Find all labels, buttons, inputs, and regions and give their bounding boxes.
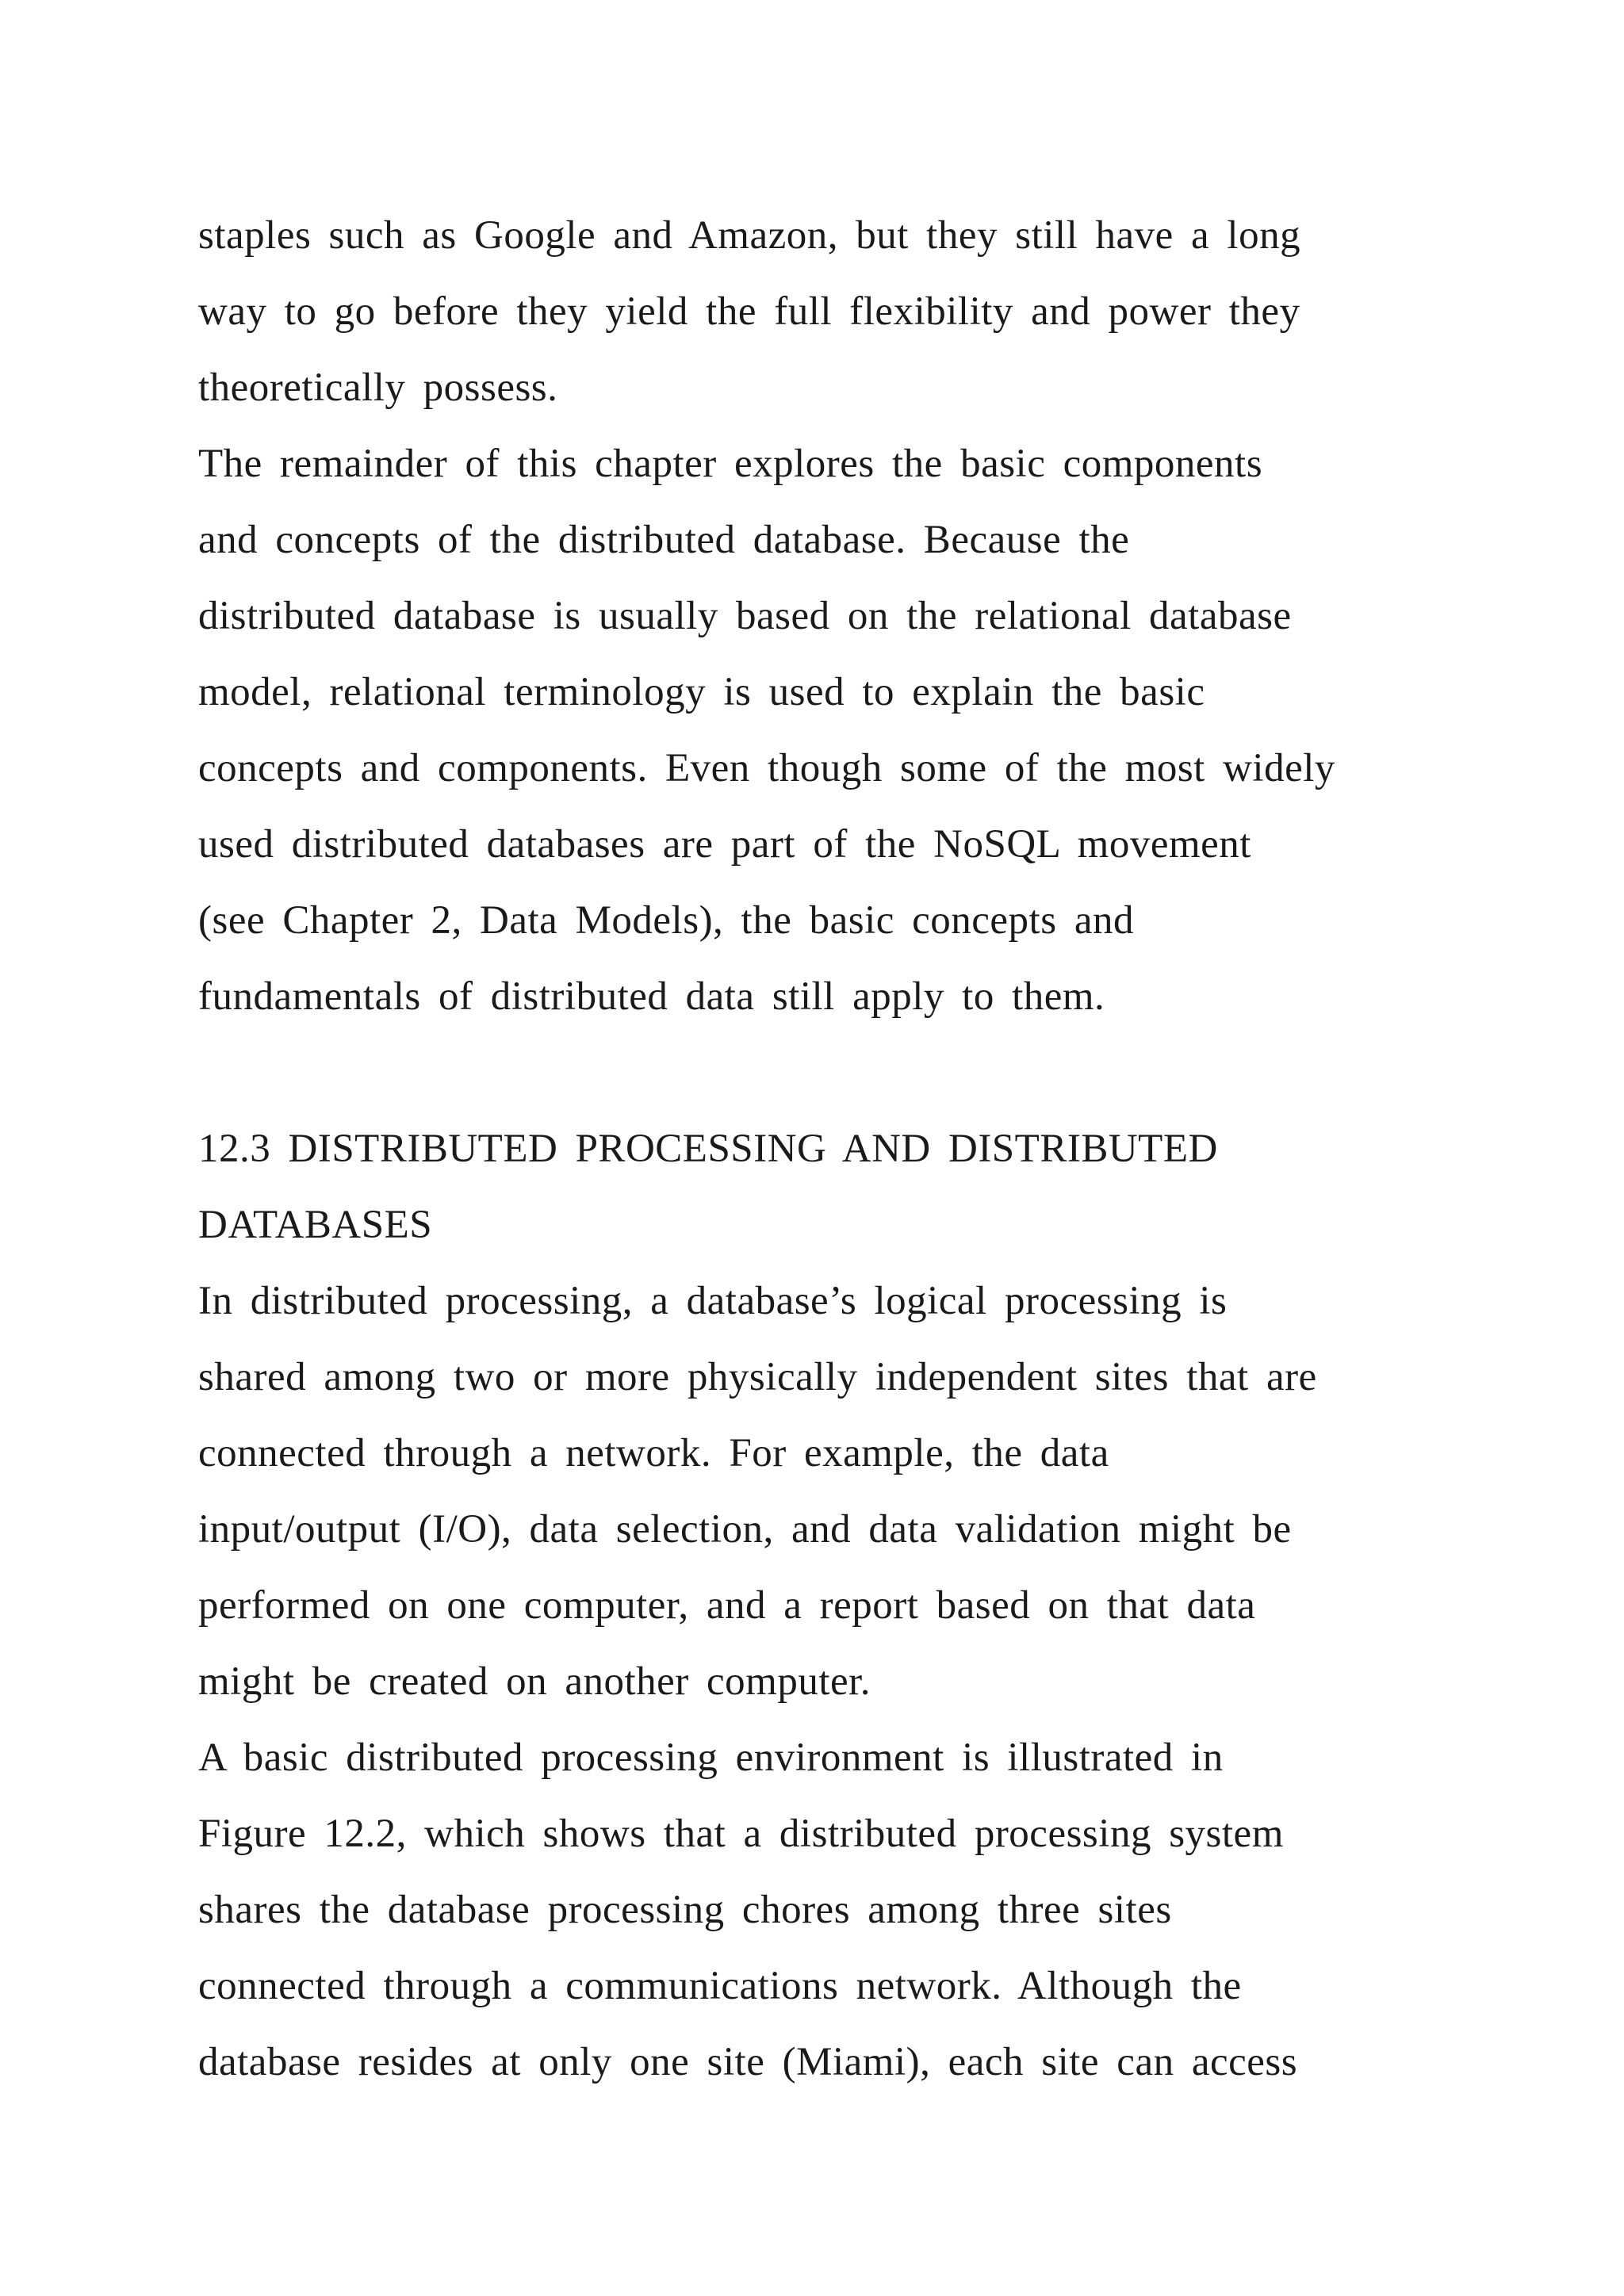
paragraph-continuation (198, 197, 1451, 426)
text-line: A basic distributed processing environment is illustrated in (198, 1735, 1224, 1780)
text-line: fundamentals of distributed data still apply to them. (198, 974, 1105, 1019)
paragraph-chapter-overview (198, 426, 1451, 1035)
text-line: connected through a network. For example, the data (198, 1431, 1109, 1475)
body-text (198, 197, 1451, 2100)
text-line: shared among two or more physically independent sites that are (198, 1355, 1317, 1399)
paragraph-distributed-processing (198, 1263, 1451, 1720)
text-line: model, relational terminology is used to explain the basic (198, 670, 1205, 714)
text-line: and concepts of the distributed database. Because the (198, 518, 1130, 562)
text-line: theoretically possess. (198, 365, 558, 410)
section-heading (198, 1111, 1451, 1263)
text-line: performed on one computer, and a report based on that data (198, 1583, 1256, 1628)
text-line: distributed database is usually based on the relational database (198, 594, 1292, 638)
text-line: staples such as Google and Amazon, but they still have a long (198, 213, 1301, 258)
text-line: (see Chapter 2, Data Models), the basic concepts and (198, 898, 1134, 943)
text-line: might be created on another computer. (198, 1659, 871, 1704)
text-line: In distributed processing, a database’s logical processing is (198, 1279, 1228, 1323)
text-line: shares the database processing chores among three sites (198, 1888, 1172, 1932)
paragraph-figure-reference (198, 1720, 1451, 2100)
text-line: The remainder of this chapter explores the basic components (198, 442, 1263, 486)
text-line: database resides at only one site (Miami), each site can access (198, 2040, 1298, 2084)
text-line: used distributed databases are part of the NoSQL movement (198, 822, 1251, 867)
paragraph-gap (198, 1035, 1451, 1111)
text-line: concepts and components. Even though some of the most widely (198, 746, 1335, 790)
heading-line: 12.3 DISTRIBUTED PROCESSING AND DISTRIBUTED (198, 1127, 1218, 1171)
text-line: input/output (I/O), data selection, and data validation might be (198, 1507, 1292, 1552)
heading-line: DATABASES (198, 1203, 433, 1247)
text-line: Figure 12.2, which shows that a distributed processing system (198, 1812, 1284, 1856)
text-line: connected through a communications network. Although the (198, 1964, 1242, 2008)
text-line: way to go before they yield the full flexibility and power they (198, 289, 1300, 334)
